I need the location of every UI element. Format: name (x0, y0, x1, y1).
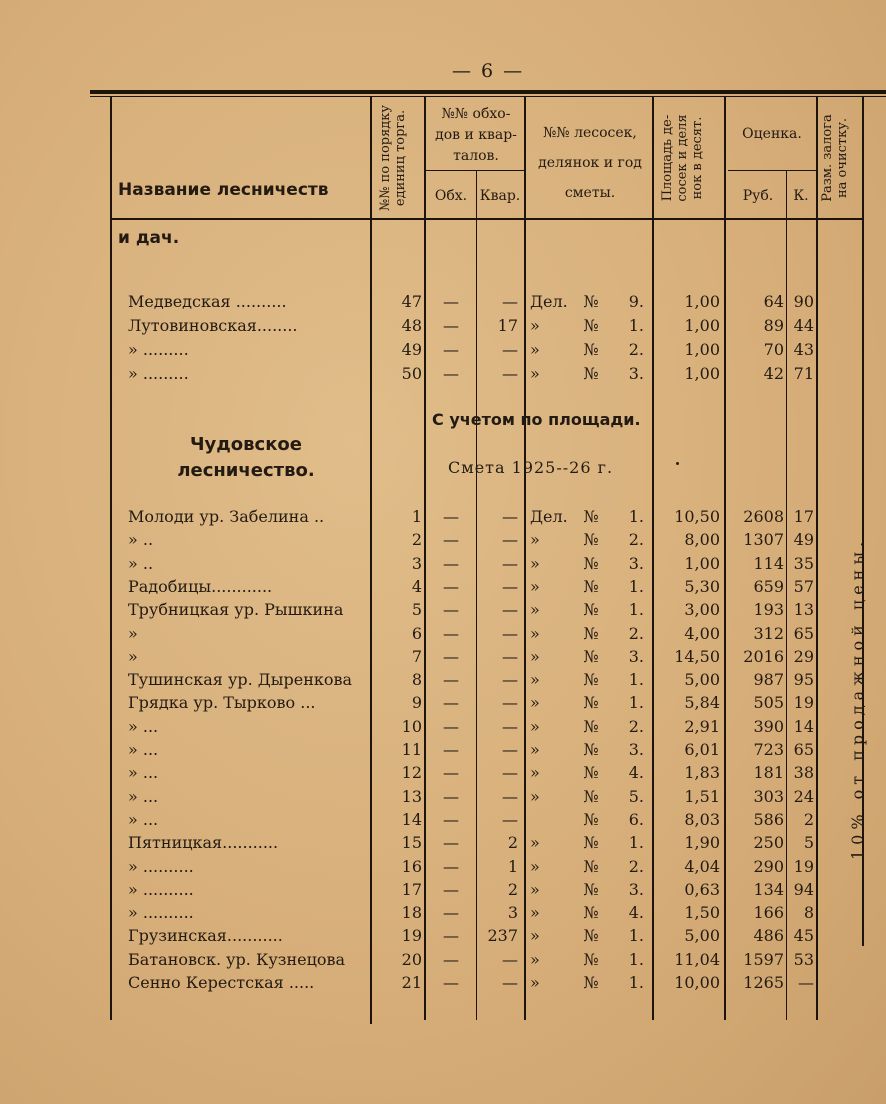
cell-obh: — (443, 926, 459, 946)
cell-area: 10,50 (674, 507, 720, 526)
cell-pre: » (530, 340, 540, 359)
cell-no: 6 (411, 623, 422, 643)
cell-num: 2. (628, 716, 644, 736)
cell-name: » ... (128, 740, 159, 759)
cell-kv: — (502, 530, 518, 550)
cell-obh: — (443, 316, 459, 335)
cell-name: Грузинская........... (128, 926, 283, 946)
cell-kv: — (502, 364, 518, 383)
cell-rub: 1307 (743, 530, 784, 550)
cell-num: 2. (628, 530, 644, 550)
cell-pre: » (530, 693, 540, 713)
cell-kv: 1 (507, 856, 518, 876)
cell-sym: № (583, 600, 599, 620)
cell-name: » (128, 646, 138, 666)
cell-sym: № (583, 949, 599, 969)
cell-rub: 987 (753, 670, 784, 690)
cell-obh: — (443, 600, 459, 620)
cell-sym: № (583, 903, 599, 923)
cell-name: Пятницкая........... (128, 833, 279, 853)
cell-rub: 505 (753, 693, 784, 713)
cell-pre: » (530, 670, 540, 690)
cell-area: 1,00 (684, 553, 720, 573)
cell-obh: — (443, 292, 459, 311)
cell-no: 2 (411, 530, 422, 550)
cell-num: 1. (628, 973, 644, 992)
section-title: Чудовское лесничество. (177, 434, 315, 481)
cell-num: 3. (628, 879, 644, 899)
cell-obh: — (443, 786, 459, 806)
cell-pre: » (530, 833, 540, 853)
table-row (0, 878, 886, 902)
cell-rub: 390 (753, 716, 784, 736)
cell-kop: 65 (793, 623, 814, 643)
cell-name: » (128, 623, 138, 643)
cell-no: 10 (401, 716, 422, 736)
cell-kv: — (502, 553, 518, 573)
cell-rub: 2608 (743, 507, 784, 526)
cell-pre: » (530, 553, 540, 573)
cell-area: 11,04 (674, 949, 720, 969)
cell-area: 6,01 (684, 740, 720, 759)
table-row (0, 622, 886, 646)
table-row (0, 598, 886, 622)
cell-obh: — (443, 364, 459, 383)
cell-rub: 181 (753, 763, 784, 783)
cell-num: 4. (628, 763, 644, 783)
cell-sym: № (583, 646, 599, 666)
cell-area: 8,03 (684, 809, 720, 829)
table-row (0, 338, 886, 362)
header-lesosek: №№ лесосек, делянок и год сметы. (538, 125, 642, 201)
cell-area: 1,00 (684, 364, 720, 383)
cell-rub: 89 (763, 316, 784, 335)
cell-name: » ......... (128, 340, 189, 359)
cell-no: 49 (401, 340, 422, 359)
cell-name: » .......... (128, 903, 194, 923)
cell-kv: — (502, 623, 518, 643)
cell-no: 11 (401, 740, 422, 759)
cell-kop: 71 (793, 364, 814, 383)
table-row (0, 924, 886, 948)
cell-obh: — (443, 973, 459, 992)
header-name (118, 118, 368, 262)
table-row (0, 855, 886, 879)
cell-rub: 290 (753, 856, 784, 876)
cell-kop: 94 (793, 879, 814, 899)
cell-sym: № (583, 786, 599, 806)
header-rub: Руб. (742, 188, 774, 204)
cell-area: 5,30 (684, 576, 720, 596)
table-row (0, 831, 886, 855)
cell-area: 5,84 (684, 693, 720, 713)
cell-no: 9 (411, 693, 422, 713)
cell-kv: — (502, 763, 518, 783)
cell-area: 5,00 (684, 670, 720, 690)
cell-rub: 486 (753, 926, 784, 946)
cell-area: 14,50 (674, 646, 720, 666)
cell-pre: » (530, 576, 540, 596)
cell-rub: 70 (763, 340, 784, 359)
cell-num: 1. (628, 600, 644, 620)
page-number: — 6 — (452, 60, 525, 82)
cell-kop: 8 (803, 903, 814, 923)
cell-kv: — (502, 507, 518, 526)
cell-obh: — (443, 646, 459, 666)
cell-area: 5,00 (684, 926, 720, 946)
cell-kv: — (502, 646, 518, 666)
cell-area: 1,50 (684, 903, 720, 923)
table-row (0, 552, 886, 576)
table-row (0, 362, 886, 386)
cell-sym: № (583, 623, 599, 643)
cell-rub: 64 (763, 292, 784, 311)
cell-pre: » (530, 856, 540, 876)
table-row (0, 314, 886, 338)
cell-kop: 49 (793, 530, 814, 550)
cell-num: 1. (628, 926, 644, 946)
section-note-estimate: Смета 1925--26 г. (448, 458, 614, 477)
cell-obh: — (443, 949, 459, 969)
header-name-text: Название лесничеств и дач. (118, 180, 329, 248)
cell-kop: 35 (793, 553, 814, 573)
cell-pre: » (530, 879, 540, 899)
cell-no: 3 (411, 553, 422, 573)
cell-pre: » (530, 926, 540, 946)
cell-name: » .......... (128, 879, 194, 899)
cell-sym: № (583, 553, 599, 573)
cell-num: 1. (628, 316, 644, 335)
cell-no: 20 (401, 949, 422, 969)
cell-num: 9. (628, 292, 644, 311)
cell-no: 12 (401, 763, 422, 783)
cell-num: 4. (628, 903, 644, 923)
cell-rub: 659 (753, 576, 784, 596)
cell-sym: № (583, 576, 599, 596)
cell-name: » ... (128, 809, 159, 829)
table-row (0, 505, 886, 529)
cell-name: » ... (128, 786, 159, 806)
cell-pre: » (530, 530, 540, 550)
header-zalog: Разм. залога на очистку. (820, 114, 850, 202)
cell-obh: — (443, 553, 459, 573)
cell-pre: » (530, 316, 540, 335)
cell-area: 1,83 (684, 763, 720, 783)
cell-sym: № (583, 364, 599, 383)
cell-name: Лутовиновская........ (128, 316, 298, 335)
cell-rub: 114 (753, 553, 784, 573)
cell-num: 1. (628, 693, 644, 713)
cell-rub: 2016 (743, 646, 784, 666)
cell-kv: — (502, 740, 518, 759)
cell-pre: » (530, 716, 540, 736)
cell-sym: № (583, 763, 599, 783)
header-kop: К. (793, 188, 809, 204)
table-row (0, 668, 886, 692)
cell-name: » .. (128, 553, 154, 573)
cell-pre: Дел. (530, 292, 568, 311)
cell-num: 2. (628, 623, 644, 643)
cell-no: 21 (401, 973, 422, 992)
cell-rub: 193 (753, 600, 784, 620)
cell-num: 2. (628, 856, 644, 876)
cell-area: 2,91 (684, 716, 720, 736)
table-row (0, 948, 886, 972)
cell-sym: № (583, 856, 599, 876)
cell-no: 14 (401, 809, 422, 829)
cell-kop: 45 (793, 926, 814, 946)
cell-no: 17 (401, 879, 422, 899)
cell-obh: — (443, 530, 459, 550)
cell-kv: — (502, 809, 518, 829)
cell-obh: — (443, 670, 459, 690)
cell-rub: 303 (753, 786, 784, 806)
cell-name: Трубницкая ур. Рышкина (128, 600, 344, 620)
cell-num: 3. (628, 553, 644, 573)
cell-area: 1,00 (684, 316, 720, 335)
cell-name: Тушинская ур. Дыренкова (128, 670, 353, 690)
cell-rub: 586 (753, 809, 784, 829)
cell-num: 3. (628, 646, 644, 666)
cell-obh: — (443, 833, 459, 853)
cell-pre: » (530, 646, 540, 666)
cell-rub: 1265 (743, 973, 784, 992)
cell-kop: 90 (793, 292, 814, 311)
table-row (0, 645, 886, 669)
cell-kop: 2 (803, 809, 814, 829)
cell-no: 47 (401, 292, 422, 311)
cell-rub: 42 (763, 364, 784, 383)
cell-obh: — (443, 716, 459, 736)
cell-kv: 2 (507, 833, 518, 853)
cell-no: 13 (401, 786, 422, 806)
table-row (0, 901, 886, 925)
cell-kv: — (502, 340, 518, 359)
cell-num: 6. (628, 809, 644, 829)
cell-obh: — (443, 576, 459, 596)
cell-pre: » (530, 600, 540, 620)
cell-num: 1. (628, 949, 644, 969)
header-obh: Обх. (434, 188, 468, 204)
cell-no: 48 (401, 316, 422, 335)
cell-area: 1,51 (684, 786, 720, 806)
cell-area: 4,00 (684, 623, 720, 643)
cell-area: 4,04 (684, 856, 720, 876)
table-row (0, 738, 886, 762)
cell-kv: — (502, 670, 518, 690)
table-row (0, 528, 886, 552)
cell-no: 4 (411, 576, 422, 596)
cell-num: 3. (628, 364, 644, 383)
cell-area: 0,63 (684, 879, 720, 899)
cell-kop: 38 (793, 763, 814, 783)
cell-rub: 134 (753, 879, 784, 899)
cell-kop: 5 (803, 833, 814, 853)
cell-kv: — (502, 576, 518, 596)
cell-sym: № (583, 926, 599, 946)
cell-area: 1,90 (684, 833, 720, 853)
cell-num: 2. (628, 340, 644, 359)
cell-kv: — (502, 949, 518, 969)
cell-obh: — (443, 879, 459, 899)
cell-kop: 44 (793, 316, 814, 335)
cell-kop: 29 (793, 646, 814, 666)
cell-kv: — (502, 716, 518, 736)
cell-area: 3,00 (684, 600, 720, 620)
table-row (0, 761, 886, 785)
cell-rub: 312 (753, 623, 784, 643)
header-bottom-rule (112, 218, 864, 220)
header-area: Площадь де- сосек и деля нок в десят. (660, 114, 705, 202)
cell-name: Батановск. ур. Кузнецова (128, 949, 346, 969)
table-row (0, 971, 886, 995)
cell-rub: 166 (753, 903, 784, 923)
cell-kop: 14 (793, 716, 814, 736)
cell-sym: № (583, 316, 599, 335)
cell-pre: » (530, 786, 540, 806)
table-row (0, 715, 886, 739)
cell-sym: № (583, 716, 599, 736)
cell-no: 18 (401, 903, 422, 923)
cell-sym: № (583, 340, 599, 359)
top-rule-thin (90, 96, 886, 97)
cell-sym: № (583, 809, 599, 829)
cell-sym: № (583, 973, 599, 992)
cell-sym: № (583, 833, 599, 853)
cell-pre: » (530, 949, 540, 969)
cell-sym: № (583, 530, 599, 550)
cell-pre: » (530, 973, 540, 992)
header-no: №№ по порядку единиц торга. (378, 104, 408, 212)
side-note-deposit: 10% от продажной цены. (848, 536, 867, 860)
cell-name: Сенно Керестская ..... (128, 973, 315, 992)
cell-sym: № (583, 292, 599, 311)
cell-kop: 17 (793, 507, 814, 526)
cell-obh: — (443, 340, 459, 359)
cell-pre: » (530, 903, 540, 923)
cell-kv: 17 (497, 316, 518, 335)
cell-obh: — (443, 856, 459, 876)
cell-name: » ... (128, 763, 159, 783)
cell-no: 50 (401, 364, 422, 383)
cell-area: 1,00 (684, 340, 720, 359)
cell-kv: 3 (507, 903, 518, 923)
cell-pre: » (530, 763, 540, 783)
cell-pre: » (530, 623, 540, 643)
cell-obh: — (443, 693, 459, 713)
cell-area: 10,00 (674, 973, 720, 992)
table-row (0, 785, 886, 809)
cell-area: 8,00 (684, 530, 720, 550)
cell-obh: — (443, 763, 459, 783)
section-note-area: С учетом по площади. (432, 410, 641, 429)
cell-kop: 24 (793, 786, 814, 806)
header-obhod: №№ обхо- дов и квар- талов. (435, 106, 517, 164)
table-row (0, 691, 886, 715)
cell-no: 8 (411, 670, 422, 690)
cell-kop: 53 (793, 949, 814, 969)
table-row (0, 575, 886, 599)
cell-num: 1. (628, 833, 644, 853)
cell-name: » ......... (128, 364, 189, 383)
cell-name: Радобицы............ (128, 576, 273, 596)
cell-pre: Дел. (530, 507, 568, 526)
cell-name: » .. (128, 530, 154, 550)
cell-no: 5 (411, 600, 422, 620)
top-rule (90, 90, 886, 94)
cell-obh: — (443, 740, 459, 759)
cell-no: 15 (401, 833, 422, 853)
cell-num: 1. (628, 507, 644, 526)
cell-pre: » (530, 740, 540, 759)
cell-rub: 250 (753, 833, 784, 853)
cell-kop: 65 (793, 740, 814, 759)
cell-sym: № (583, 879, 599, 899)
cell-kop: 13 (793, 600, 814, 620)
cell-kv: — (502, 973, 518, 992)
cell-obh: — (443, 809, 459, 829)
cell-sym: № (583, 740, 599, 759)
cell-num: 5. (628, 786, 644, 806)
cell-obh: — (443, 623, 459, 643)
cell-no: 19 (401, 926, 422, 946)
cell-obh: — (443, 903, 459, 923)
cell-pre: » (530, 364, 540, 383)
cell-kv: — (502, 292, 518, 311)
cell-name: » .......... (128, 856, 194, 876)
cell-kv: — (502, 600, 518, 620)
cell-kv: 237 (487, 926, 518, 946)
cell-name: Грядка ур. Тырково ... (128, 693, 316, 713)
cell-kop: 95 (793, 670, 814, 690)
header-ocenka: Оценка. (742, 126, 802, 142)
cell-num: 3. (628, 740, 644, 759)
cell-sym: № (583, 693, 599, 713)
cell-kv: — (502, 693, 518, 713)
cell-kop: 43 (793, 340, 814, 359)
cell-rub: 1597 (743, 949, 784, 969)
cell-kop: — (798, 973, 814, 992)
cell-no: 16 (401, 856, 422, 876)
cell-kop: 57 (793, 576, 814, 596)
cell-area: 1,00 (684, 292, 720, 311)
cell-obh: — (443, 507, 459, 526)
cell-num: 1. (628, 576, 644, 596)
cell-kop: 19 (793, 693, 814, 713)
cell-name: Молоди ур. Забелина .. (128, 507, 325, 526)
cell-name: Медведская .......... (128, 292, 287, 311)
table-row (0, 808, 886, 832)
cell-sym: № (583, 507, 599, 526)
header-ocenka-rule (728, 170, 816, 171)
cell-kv: — (502, 786, 518, 806)
table-row (0, 290, 886, 314)
cell-no: 7 (411, 646, 422, 666)
cell-no: 1 (411, 507, 422, 526)
header-kvar: Квар. (479, 188, 521, 204)
cell-rub: 723 (753, 740, 784, 759)
cell-kv: 2 (507, 879, 518, 899)
cell-kop: 19 (793, 856, 814, 876)
stray-dot (676, 462, 679, 465)
cell-num: 1. (628, 670, 644, 690)
header-obhod-rule (426, 170, 524, 171)
cell-name: » ... (128, 716, 159, 736)
cell-sym: № (583, 670, 599, 690)
